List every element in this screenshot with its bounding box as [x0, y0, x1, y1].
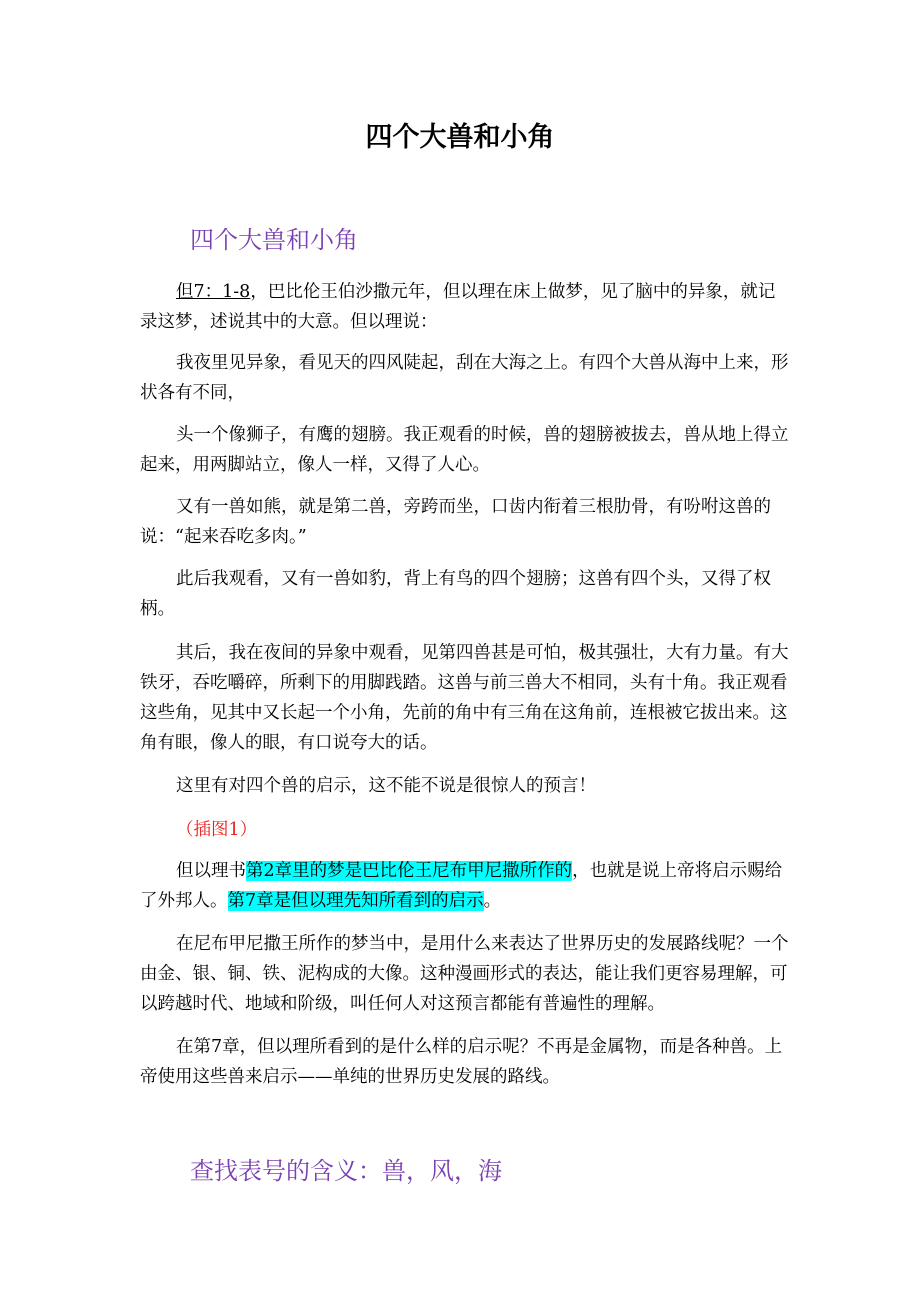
- paragraph-third-beast-text: 此后我观看，又有一兽如豹，背上有鸟的四个翅膀；这兽有四个头，又得了权柄。: [140, 569, 771, 619]
- paragraph-chapters-mid: ，也就是说上帝将启示赐给了外邦人。: [140, 861, 783, 911]
- highlight-chapter-2: 第2章里的梦是巴比伦王尼布甲尼撒所作的: [246, 861, 573, 881]
- figure-caption: （插图1）: [176, 820, 258, 840]
- paragraph-third-beast: [140, 564, 790, 624]
- section-heading-beasts: 四个大兽和小角: [190, 226, 358, 254]
- paragraph-statue: [140, 929, 790, 1019]
- paragraph-intro: [140, 277, 790, 337]
- paragraph-chapters: [140, 856, 790, 916]
- paragraph-second-beast-text: 又有一兽如熊，就是第二兽，旁跨而坐，口齿内衔着三根肋骨，有吩咐这兽的说：“起来吞吃多肉。”: [140, 497, 771, 547]
- paragraph-chapter-7: [140, 1032, 790, 1092]
- page-title: 四个大兽和小角: [365, 122, 555, 153]
- paragraph-fourth-beast-text: 其后，我在夜间的异象中观看，见第四兽甚是可怕，极其强壮，大有力量。有大铁牙，吞吃嚼碎，所剩下的用脚践踏。这兽与前三兽大不相同，头有十角。我正观看这些角，见其中又长起一个小角，先前的角中有三角在这角前，连根被它拔出来。这角有眼，像人的眼，有口说夸大的话。: [140, 643, 789, 753]
- paragraph-intro-text: ，巴比伦王伯沙撒元年，但以理在床上做梦，见了脑中的异象，就记录这梦，述说其中的大意。但以理说：: [140, 282, 776, 332]
- section-heading-symbols: 查找表号的含义：兽，风，海: [190, 1157, 502, 1185]
- paragraph-first-beast-text: 头一个像狮子，有鹰的翅膀。我正观看的时候，兽的翅膀被拔去，兽从地上得立起来，用两脚站立，像人一样，又得了人心。: [140, 425, 789, 475]
- paragraph-chapters-post: 。: [483, 891, 502, 911]
- scripture-reference-link[interactable]: 但7：1-8: [176, 282, 251, 302]
- paragraph-first-beast: [140, 420, 790, 480]
- highlight-chapter-7: 第7章是但以理先知所看到的启示: [227, 891, 484, 911]
- paragraph-vision: [140, 348, 790, 408]
- paragraph-fourth-beast: [140, 638, 790, 758]
- paragraph-prophecy-remark: [140, 771, 790, 801]
- paragraph-chapters-pre: 但以理书: [176, 861, 246, 881]
- paragraph-second-beast: [140, 492, 790, 552]
- paragraph-vision-text: 我夜里见异象，看见天的四风陡起，刮在大海之上。有四个大兽从海中上来，形状各有不同，: [140, 353, 789, 403]
- paragraph-chapter-7-text: 在第7章，但以理所看到的是什么样的启示呢？不再是金属物，而是各种兽。上帝使用这些兽来启示——单纯的世界历史发展的路线。: [140, 1037, 783, 1087]
- paragraph-statue-text: 在尼布甲尼撒王所作的梦当中，是用什么来表达了世界历史的发展路线呢？一个由金、银、铜、铁、泥构成的大像。这种漫画形式的表达，能让我们更容易理解，可以跨越时代、地域和阶级，叫任何人对这预言都能有普遍性的理解。: [140, 934, 789, 1014]
- paragraph-prophecy-remark-text: 这里有对四个兽的启示，这不能不说是很惊人的预言！: [176, 776, 596, 796]
